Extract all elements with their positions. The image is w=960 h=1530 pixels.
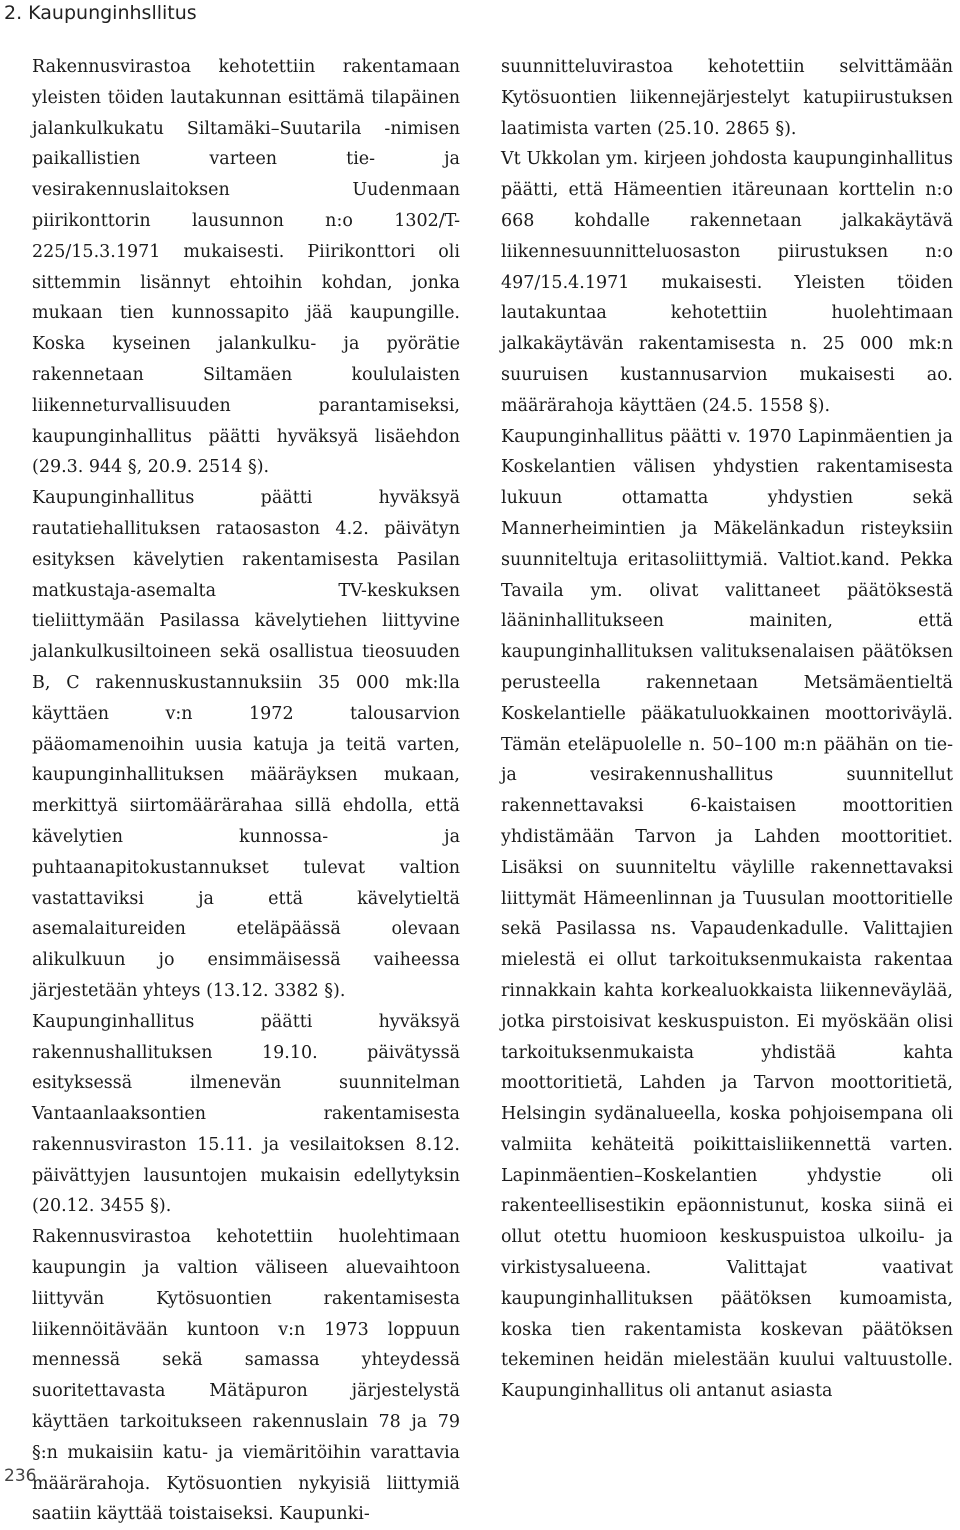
paragraph-siltamaki-jalankulkukatu: Rakennusvirastoa kehotettiin rakentamaan yleisten töiden lautakunnan esittämä tilapäinen jalankulkukatu Siltamäki–Suutarila -nimisen paikallistien varteen tie- ja vesirakennuslaitoksen Uudenmaan piirikonttorin lausunnon n:o 1302/T-225/15.3.1971 mukaisesti. Piirikonttori oli sittemmin lisännyt ehtoihin kohdan, jonka mukaan tien kunnossapito jää kaupungille. Koska kyseinen jalankulku- ja pyörätie rakennetaan Siltamäen koululaisten liikenneturvallisuuden parantamiseksi, kaupunginhallitus päätti hyväksyä lisäehdon (29.3. 944 §, 20.9. 2514 §).	[32, 57, 460, 478]
paragraph-pasila-kavelytie: Kaupunginhallitus päätti hyväksyä rautatiehallituksen rataosaston 4.2. päivätyn esityksen kävelytien rakentamisesta Pasilan matkustaja-asemalta TV-keskuksen tieliittymään Pasilassa kävelytiehen liittyvine jalankulkusiltoineen sekä osallistua tieosuuden B, C rakennuskustannuksiin 35 000 mk:lla käyttäen v:n 1972 talousarvion pääomamenoihin uusia katuja ja teitä varten, kaupunginhallituksen määräyksen mukaan, merkittyä siirtomäärärahaa sillä ehdolla, että kävelytien kunnossa- ja puhtaanapitokustannukset tulevat valtion vastattaviksi ja että kävelytieltä asemalaitureiden eteläpäässä olevaan alikulkuun jo ensimmäisessä vaiheessa järjestetään yhteys (13.12. 3382 §).	[32, 488, 460, 1001]
paragraph-lapinmaentie-koskelantie: Kaupunginhallitus päätti v. 1970 Lapinmäentien ja Koskelantien välisen yhdystien rakentamisesta lukuun ottamatta yhdystien sekä Mannerheimintien ja Mäkelänkadun risteyksiin suunniteltuja eritasoliittymiä. Valtiot.kand. Pekka Tavaila ym. olivat valittaneet päätöksestä lääninhallitukseen mainiten, että kaupunginhallituksen valituksenalaisen päätöksen perusteella rakennetaan Metsämäentieltä Koskelantielle pääkatuluokkainen moottoriväylä. Tämän eteläpuolelle n. 50–100 m:n päähän on tie- ja vesirakennushallitus suunnitellut rakennettavaksi 6-kaistaisen moottoritien yhdistämään Tarvon ja Lahden moottoritiet. Lisäksi on suunniteltu väylille rakennettavaksi liittymät Hämeenlinnan ja Tuusulan moottoritielle sekä Pasilassa ns. Vapaudenkadulle. Valittajien mielestä ei ollut tarkoituksenmukaista rakentaa rinnakkain kahta korkealuokkaista liikenneväylää, jotka pirstoisivat keskuspuiston. Ei myöskään olisi tarkoituksenmukaista yhdistää kahta moottoritietä, Lahden ja Tarvon moottoritietä, Helsingin sydänalueella, koska pohjoisempana oli valmiita kehäteitä poikittaisliikennettä varten. Lapinmäentien–Koskelantien yhdystie oli rakenteellisestikin epäonnistunut, koska siinä ei ollut otettu huomioon keskuspuistoa ulkoilu- ja virkistysalueena. Valittajat vaativat kaupunginhallituksen päätöksen kumoamista, koska tien rakentamista koskevan päätöksen tekeminen heidän mielestään kuului valtuustolle. Kaupunginhallitus oli antanut asiasta	[501, 426, 953, 1402]
paragraph-kytosuontie: Rakennusvirastoa kehotettiin huolehtimaan kaupungin ja valtion väliseen aluevaihtoon liittyvän Kytösuontien rakentamisesta liikennöitävään kuntoon v:n 1973 loppuun mennessä sekä samassa yhteydessä suoritettavasta Mätäpuron järjestelystä käyttäen tarkoitukseen rakennuslain 78 ja 79 §:n mukaisiin katu- ja viemäritöihin varattavia määrärahoja. Kytösuontien nykyisiä liittymiä saatiin käyttää toistaiseksi. Kaupunki-	[32, 1227, 460, 1525]
running-header: 2. Kaupunginhsllitus	[4, 2, 197, 24]
page-number: 236	[4, 1466, 37, 1486]
paragraph-hameentie-jalkakaytava: Vt Ukkolan ym. kirjeen johdosta kaupunginhallitus päätti, että Hämeentien itäreunaan korttelin n:o 668 kohdalle rakennetaan jalkakäytävä liikennesuunnitteluosaston piirustuksen n:o 497/15.4.1971 mukaisesti. Yleisten töiden lautakuntaa kehotettiin huolehtimaan jalkakäytävän rakentamisesta n. 25 000 mk:n suuruisen kustannusarvion mukaisesti ao. määrärahoja käyttäen (24.5. 1558 §).	[501, 149, 953, 416]
paragraph-vantaanlaaksontie: Kaupunginhallitus päätti hyväksyä rakennushallituksen 19.10. päivätyssä esityksessä ilmenevän suunnitelman Vantaanlaaksontien rakentamisesta rakennusviraston 15.11. ja vesilaitoksen 8.12. päivättyjen lausuntojen mukaisin edellytyksin (20.12. 3455 §).	[32, 1011, 460, 1217]
right-column	[501, 52, 953, 1407]
left-column	[32, 52, 460, 1530]
paragraph-kytosuontie-continued: suunnitteluvirastoa kehotettiin selvittämään Kytösuontien liikennejärjestelyt katupiirustuksen laatimista varten (25.10. 2865 §).	[501, 57, 953, 139]
